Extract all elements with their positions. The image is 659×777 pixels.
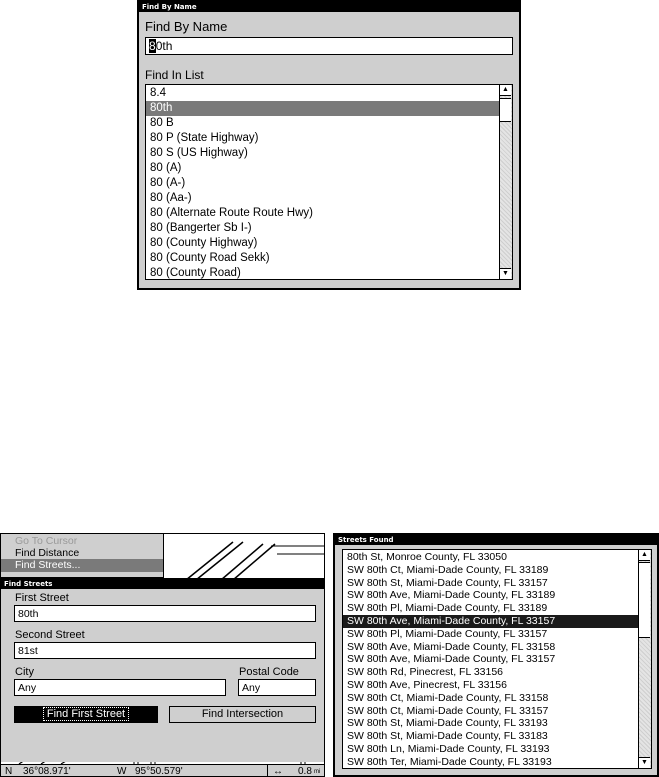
- streets-found-list[interactable]: [342, 549, 652, 769]
- list-item[interactable]: 8.4: [150, 87, 166, 99]
- list-item[interactable]: 80 (A-): [150, 177, 186, 189]
- list-item[interactable]: 80 (A): [150, 162, 182, 174]
- scale-arrow-icon: ↔: [273, 766, 283, 777]
- street-result-item[interactable]: SW 80th St, Miami-Dade County, FL 33183: [347, 730, 548, 743]
- streets-scroll-thumb[interactable]: [639, 562, 650, 638]
- streets-found-title: Streets Found: [335, 535, 657, 545]
- street-result-item[interactable]: SW 80th Ln, Miami-Dade County, FL 33193: [347, 742, 550, 755]
- street-result-item[interactable]: SW 80th Pl, Miami-Dade County, FL 33189: [347, 602, 548, 615]
- street-result-item[interactable]: SW 80th Ct, Miami-Dade County, FL 33189: [347, 563, 549, 576]
- menu-item-find-distance[interactable]: Find Distance: [15, 547, 80, 559]
- streets-scroll-down-arrow[interactable]: ▼: [639, 757, 650, 768]
- name-search-input[interactable]: [145, 37, 513, 55]
- scale-unit: mi: [314, 769, 321, 775]
- second-street-label: Second Street: [15, 629, 85, 641]
- lat-hemisphere: N: [5, 766, 13, 777]
- name-results-list[interactable]: [145, 84, 513, 280]
- second-street-input[interactable]: 81st: [14, 642, 316, 659]
- street-result-item[interactable]: SW 80th Ave, Miami-Dade County, FL 33158: [347, 640, 556, 653]
- first-street-label: First Street: [15, 592, 69, 604]
- find-in-list-label: Find In List: [145, 68, 204, 82]
- menu-item-find-streets[interactable]: Find Streets...: [1, 559, 163, 572]
- list-item[interactable]: 80 B: [150, 117, 174, 129]
- street-result-item[interactable]: SW 80th Ter, Miami-Dade County, FL 33193: [347, 755, 552, 768]
- postal-code-label: Postal Code: [239, 666, 299, 678]
- status-bar: [1, 764, 324, 777]
- lon-hemisphere: W: [117, 766, 127, 777]
- find-streets-dialog: [1, 578, 325, 762]
- list-item[interactable]: 80 (County Road): [150, 267, 241, 279]
- longitude-readout: 95°50.579': [135, 766, 183, 777]
- text-cursor: 8: [149, 39, 156, 53]
- find-by-name-heading: Find By Name: [145, 19, 228, 34]
- find-first-street-label: Find First Street: [43, 707, 129, 721]
- first-street-input[interactable]: 80th: [14, 605, 316, 622]
- street-result-item[interactable]: SW 80th Ave, Miami-Dade County, FL 33189: [347, 589, 556, 602]
- list-item[interactable]: 80 (Aa-): [150, 192, 192, 204]
- street-result-item[interactable]: SW 80th St, Miami-Dade County, FL 33193: [347, 717, 548, 730]
- map-view[interactable]: [0, 533, 325, 777]
- find-streets-title: Find Streets: [1, 579, 325, 589]
- street-result-item[interactable]: 80th St, Monroe County, FL 33050: [347, 551, 507, 563]
- find-intersection-button[interactable]: Find Intersection: [169, 706, 316, 723]
- street-result-item[interactable]: SW 80th Ave, Pinecrest, FL 33156: [347, 678, 507, 691]
- street-result-item[interactable]: SW 80th Ct, Miami-Dade County, FL 33157: [347, 704, 549, 717]
- street-result-item[interactable]: SW 80th Ct, Miami-Dade County, FL 33158: [347, 691, 549, 704]
- input-text: 0th: [155, 39, 173, 53]
- streets-found-dialog: [333, 533, 659, 777]
- street-result-item[interactable]: SW 80th Pl, Miami-Dade County, FL 33157: [347, 627, 548, 640]
- scroll-up-arrow[interactable]: ▲: [500, 85, 511, 96]
- list-item[interactable]: 80 S (US Highway): [150, 147, 248, 159]
- streets-scroll-up-arrow[interactable]: ▲: [639, 550, 650, 561]
- scale-divider: [267, 765, 268, 777]
- street-result-item[interactable]: SW 80th Ave, Miami-Dade County, FL 33157: [347, 653, 556, 666]
- city-label: City: [15, 666, 34, 678]
- list-item[interactable]: 80 (County Highway): [150, 237, 258, 249]
- streets-scrollbar[interactable]: [638, 550, 651, 768]
- list-scrollbar[interactable]: [499, 85, 512, 279]
- scroll-thumb[interactable]: [500, 98, 511, 122]
- street-result-item[interactable]: SW 80th Ave, Miami-Dade County, FL 33157: [343, 615, 638, 628]
- list-item[interactable]: 80 (County Road Sekk): [150, 252, 270, 264]
- scale-readout: 0.8: [298, 766, 312, 777]
- latitude-readout: 36°08.971': [23, 766, 71, 777]
- street-result-item[interactable]: SW 80th St, Miami-Dade County, FL 33157: [347, 576, 548, 589]
- find-first-street-button[interactable]: [14, 706, 158, 723]
- find-by-name-dialog: [137, 0, 521, 290]
- dialog-title: Find By Name: [139, 2, 519, 12]
- list-item[interactable]: 80 (Bangerter Sb I-): [150, 222, 252, 234]
- list-item[interactable]: 80 P (State Highway): [150, 132, 259, 144]
- scroll-down-arrow[interactable]: ▼: [500, 268, 511, 279]
- list-item[interactable]: 80th: [146, 101, 499, 116]
- street-result-item[interactable]: SW 80th Rd, Pinecrest, FL 33156: [347, 666, 504, 679]
- city-input[interactable]: Any: [14, 679, 226, 696]
- postal-code-input[interactable]: Any: [238, 679, 316, 696]
- menu-item-go-to-cursor[interactable]: Go To Cursor: [15, 535, 78, 547]
- list-item[interactable]: 80 (Alternate Route Route Hwy): [150, 207, 313, 219]
- context-menu: [1, 534, 164, 578]
